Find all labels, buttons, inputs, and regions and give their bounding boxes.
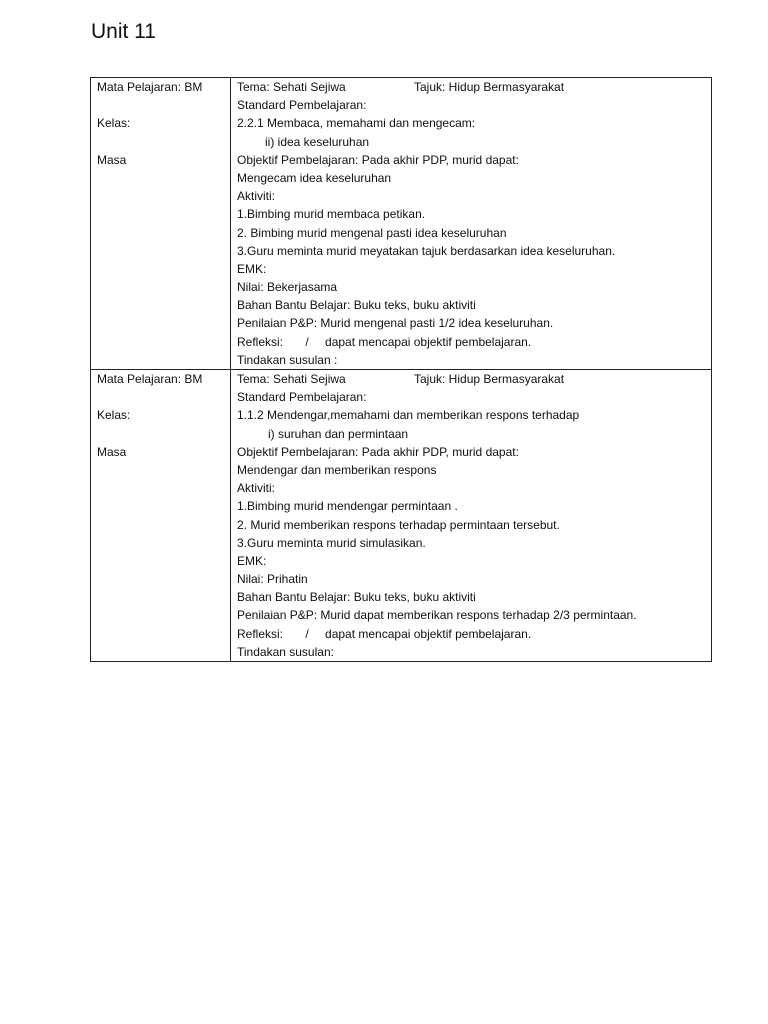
followup-label: Tindakan susulan :: [237, 352, 338, 367]
standard-sub: i) suruhan dan permintaan: [268, 426, 409, 441]
materials-text: Bahan Bantu Belajar: Buku teks, buku aktiviti: [237, 590, 476, 605]
reflection-label: Refleksi:: [237, 626, 284, 641]
standard-sub: ii) idea keseluruhan: [265, 134, 370, 149]
time-label: Masa: [97, 152, 127, 167]
reflection-line: [237, 625, 705, 643]
value-text: Nilai: Prihatin: [237, 572, 308, 587]
emk-label: EMK:: [237, 553, 267, 568]
reflection-text: dapat mencapai objektif pembelajaran.: [325, 334, 532, 349]
activity-item: 3.Guru meminta murid simulasikan.: [237, 535, 426, 550]
objective-label: Objektif Pembelajaran: Pada akhir PDP, murid dapat:: [237, 444, 519, 459]
class-label: Kelas:: [97, 408, 131, 423]
time-label: Masa: [97, 444, 127, 459]
assessment-text: Penilaian P&P: Murid dapat memberikan respons terhadap 2/3 permintaan.: [237, 608, 637, 623]
activity-label: Aktiviti:: [237, 189, 276, 204]
emk-label: EMK:: [237, 261, 267, 276]
topic-text: Tajuk: Hidup Bermasyarakat: [414, 372, 565, 386]
value-text: Nilai: Bekerjasama: [237, 280, 338, 295]
reflection-slash: /: [305, 626, 309, 641]
standard-label: Standard Pembelajaran:: [237, 390, 367, 405]
standard-code: 1.1.2 Mendengar,memahami dan memberikan respons terhadap: [237, 408, 580, 423]
lesson-row: [91, 78, 712, 370]
reflection-line: [237, 333, 705, 351]
assessment-text: Penilaian P&P: Murid mengenal pasti 1/2 idea keseluruhan.: [237, 316, 554, 331]
objective-text: Mengecam idea keseluruhan: [237, 170, 392, 185]
activity-label: Aktiviti:: [237, 481, 276, 496]
subject-label: Mata Pelajaran: BM: [97, 372, 203, 386]
page-title: Unit 11: [91, 20, 156, 43]
activity-item: 2. Murid memberikan respons terhadap permintaan tersebut.: [237, 517, 560, 532]
theme-text: Tema: Sehati Sejiwa: [237, 372, 346, 386]
lesson-meta-cell: [91, 370, 231, 662]
reflection-label: Refleksi:: [237, 334, 284, 349]
activity-item: 1.Bimbing murid membaca petikan.: [237, 207, 426, 222]
activity-item: 2. Bimbing murid mengenal pasti idea keseluruhan: [237, 225, 507, 240]
objective-text: Mendengar dan memberikan respons: [237, 462, 437, 477]
materials-text: Bahan Bantu Belajar: Buku teks, buku aktiviti: [237, 298, 476, 313]
activity-item: 1.Bimbing murid mendengar permintaan .: [237, 499, 458, 514]
standard-code: 2.2.1 Membaca, memahami dan mengecam:: [237, 116, 476, 131]
topic-text: Tajuk: Hidup Bermasyarakat: [414, 80, 565, 94]
subject-label: Mata Pelajaran: BM: [97, 80, 203, 94]
theme-line: [237, 370, 705, 388]
objective-label: Objektif Pembelajaran: Pada akhir PDP, murid dapat:: [237, 152, 519, 167]
followup-label: Tindakan susulan:: [237, 644, 334, 659]
standard-label: Standard Pembelajaran:: [237, 98, 367, 113]
reflection-text: dapat mencapai objektif pembelajaran.: [325, 626, 532, 641]
theme-line: [237, 78, 705, 96]
lesson-meta-cell: [91, 78, 231, 370]
lesson-plan-table: [90, 77, 712, 662]
lesson-detail-cell: [231, 78, 712, 370]
lesson-row: [91, 370, 712, 662]
activity-item: 3.Guru meminta murid meyatakan tajuk berdasarkan idea keseluruhan.: [237, 243, 616, 258]
class-label: Kelas:: [97, 116, 131, 131]
theme-text: Tema: Sehati Sejiwa: [237, 80, 346, 94]
lesson-detail-cell: [231, 370, 712, 662]
reflection-slash: /: [305, 334, 309, 349]
